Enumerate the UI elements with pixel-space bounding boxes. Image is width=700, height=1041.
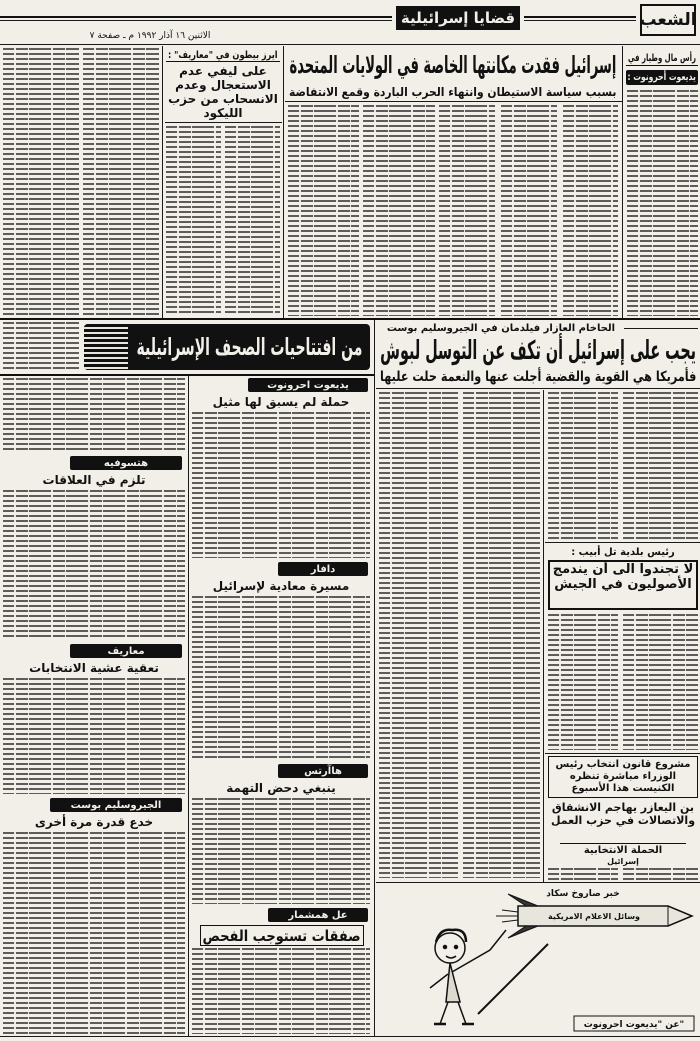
- article-body-column: [192, 596, 370, 758]
- article-body-column: [363, 105, 435, 316]
- article-body-column: [3, 48, 79, 316]
- figure-eye: [444, 946, 447, 949]
- column-rule: [283, 46, 284, 318]
- levy-headline: على ليفي عدم الاستعجال وعدم الانسحاب من حزب الليكود: [168, 64, 278, 120]
- editorial-source-label: دافار: [278, 562, 368, 576]
- rule: [545, 542, 700, 543]
- knesset-headline: مشروع قانون انتخاب رئيس الوزراء مباشرة تنظره الكنيست هذا الأسبوع: [548, 756, 698, 798]
- article-body-column: [3, 832, 185, 1034]
- article-body-column: [192, 412, 370, 558]
- banner-ornament: [84, 324, 128, 370]
- article-body-column: [627, 90, 698, 316]
- article-body-column: [501, 105, 557, 316]
- rule: [0, 374, 374, 376]
- cartoon-label: خبر صاروخ سكاد: [546, 889, 620, 899]
- bush-kicker: الحاخام العازار فيلدمان في الجيروسليم بوست: [386, 322, 616, 334]
- masthead-rule: [524, 20, 636, 21]
- cartoon-figure: [430, 930, 548, 1024]
- missile-fin: [508, 894, 538, 906]
- tel-aviv-headline: لا تجندوا الى أن يندمج الأصوليون في الجيش: [548, 560, 698, 610]
- article-body-column: [548, 614, 618, 750]
- missile-fin: [508, 926, 538, 938]
- article-body-column: [623, 392, 698, 540]
- rule: [376, 882, 700, 883]
- rule: [545, 753, 700, 754]
- dateline: الاثنين ١٦ آذار ١٩٩٢ م ـ صفحة ٧: [89, 30, 211, 41]
- rule: [285, 101, 622, 102]
- rule: [376, 388, 700, 389]
- article-body-column: [379, 392, 458, 878]
- column-source-label: يديعوت أحرونوت :: [627, 72, 697, 83]
- editorial-headline: تعقية عشية الانتخابات: [29, 660, 159, 675]
- article-body-column: [225, 126, 280, 316]
- article-body-column: [548, 392, 618, 540]
- article-body-column: [439, 105, 495, 316]
- article-body-column: [563, 105, 618, 316]
- labor-byline: إسرائيل: [607, 856, 639, 866]
- rule: [165, 122, 282, 123]
- rule: [0, 44, 700, 45]
- lead-headline: إسرائيل فقدت مكانتها الخاصة في الولايات المتحدة: [289, 51, 616, 79]
- column-rule: [374, 320, 375, 1036]
- article-body-column: [3, 322, 79, 372]
- column-rule: [622, 46, 623, 318]
- labor-headline: بن اليعازر يهاجم الانشقاق والاتصالات في حزب العمل: [550, 801, 696, 827]
- levy-kicker: ايرز بيطون في "معاريف" :: [166, 49, 280, 62]
- launch-ramp: [478, 944, 548, 1014]
- labor-kicker: الحملة الانتخابية: [560, 843, 686, 856]
- article-body-column: [548, 868, 618, 880]
- rule: [624, 328, 698, 329]
- editorial-headline: ينبغي دحض التهمة: [226, 780, 336, 795]
- masthead-rule: [524, 16, 636, 18]
- article-body-column: [83, 48, 159, 316]
- editorial-headline: حملة لم يسبق لها مثيل: [212, 394, 350, 409]
- editorials-banner: [84, 324, 370, 370]
- section-title: قضايا إسرائيلية: [396, 6, 520, 30]
- figure-arm: [430, 974, 448, 988]
- figure-eye: [455, 946, 458, 949]
- article-body-column: [192, 948, 370, 1034]
- column-rule: [543, 390, 544, 882]
- newspaper-logo: الشعب: [640, 4, 696, 36]
- column-rule: [162, 46, 163, 318]
- editorial-source-label: هاآرتس: [278, 764, 368, 778]
- editorial-headline: تلزم في العلاقات: [42, 472, 146, 487]
- article-body-column: [3, 490, 185, 640]
- editorials-title: من افتتاحيات الصحف الإسرائيلية: [136, 333, 362, 361]
- editorial-headline: مسيرة معادية لإسرائيل: [212, 578, 350, 593]
- rule: [0, 318, 700, 320]
- article-body-column: [192, 798, 370, 904]
- editorial-source-label: الجيروسليم بوست: [50, 798, 182, 812]
- article-body-column: [623, 868, 698, 880]
- editorial-source-label: هتسوفيه: [70, 456, 182, 470]
- cartoon: [378, 884, 698, 1034]
- bush-subhead: فأمريكا هي القوية والقضية أجلت عنها والنعمة حلت عليها: [379, 368, 697, 385]
- article-body-column: [3, 378, 185, 452]
- figure-legs: [440, 1002, 466, 1024]
- article-body-column: [288, 105, 359, 316]
- masthead-rule: [0, 16, 392, 18]
- article-body-column: [166, 126, 221, 316]
- missile-text: وسائل الاعلام الامريكية: [547, 912, 641, 921]
- editorial-source-label: معاريف: [70, 644, 182, 658]
- rule: [0, 1036, 700, 1037]
- editorial-source-label: عل همشمار: [268, 908, 368, 922]
- editorial-headline: صفقات تستوجب الفحص: [200, 925, 364, 946]
- article-body-column: [3, 678, 185, 794]
- article-body-column: [463, 392, 540, 878]
- editorial-source-label: يديعوت احرونوت: [248, 378, 368, 392]
- article-body-column: [623, 614, 698, 750]
- column-kicker: رأس مال وطيار في: [626, 52, 698, 66]
- missile: [496, 894, 692, 938]
- cartoon-credit: عن "يديعوت احرونوت": [583, 1020, 685, 1030]
- tel-aviv-kicker: رئيس بلدية تل أبيب :: [571, 546, 675, 558]
- masthead-rule: [0, 20, 392, 21]
- column-rule: [188, 376, 189, 1036]
- bush-headline: يجب على إسرائيل أن تكف عن التوسل لبوش: [380, 336, 696, 366]
- editorial-headline: خدع قدرة مرة أخرى: [34, 814, 154, 829]
- lead-subhead: بسبب سياسة الاستيطان وانتهاء الحرب الباردة وقمع الانتفاضة: [288, 84, 617, 99]
- missile-exhaust: [496, 910, 518, 922]
